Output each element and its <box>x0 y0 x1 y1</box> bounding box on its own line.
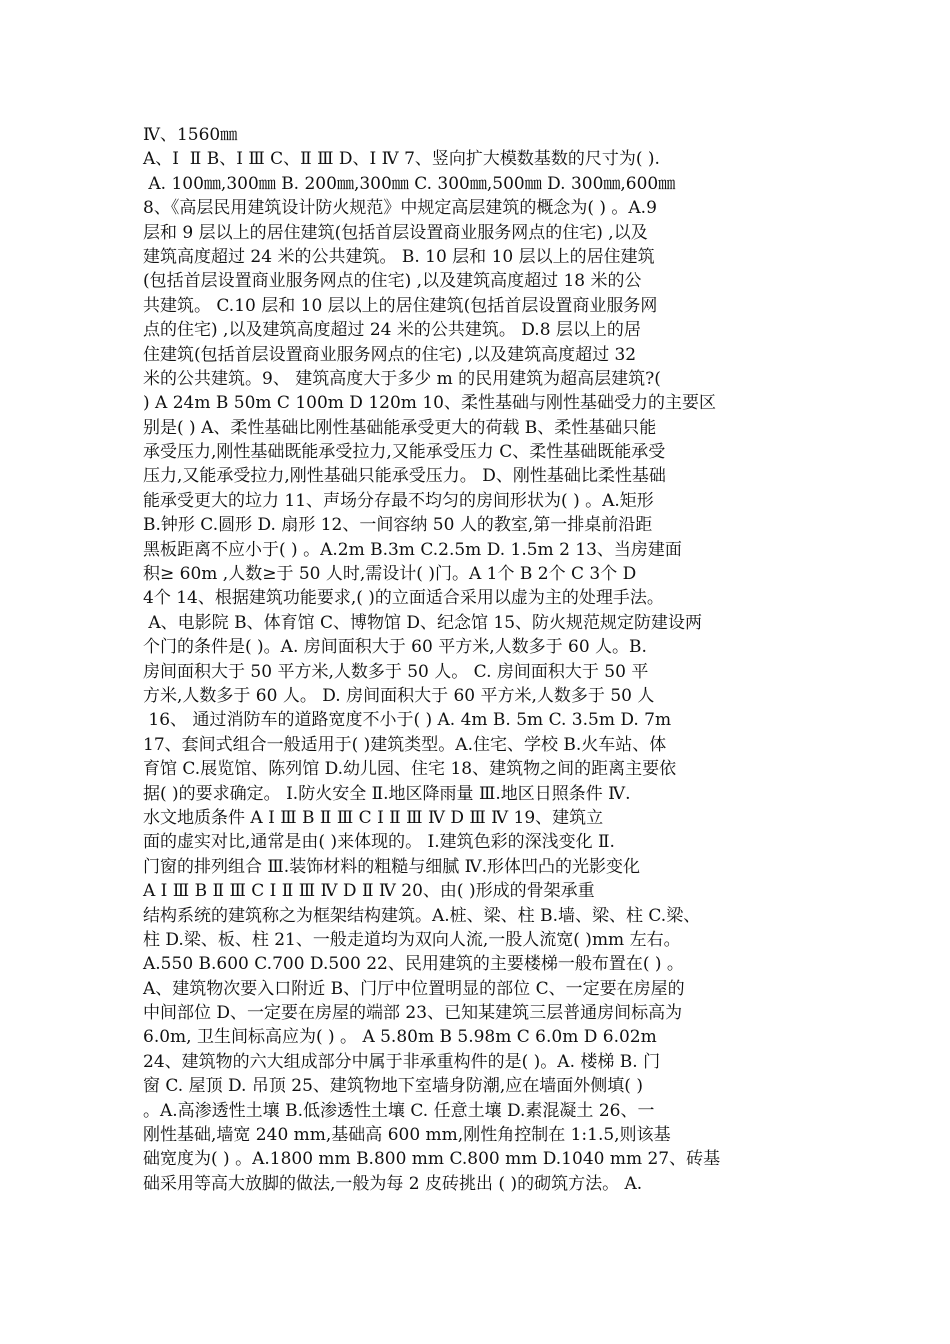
document-body-text <box>143 123 813 1196</box>
text-line: A.550 B.600 C.700 D.500 22、民用建筑的主要楼梯一般布置在( ) 。 <box>143 954 684 975</box>
text-line: 房间面积大于 50 平方米,人数多于 50 人。 C. 房间面积大于 50 平 <box>143 661 649 682</box>
text-line: 础宽度为( ) 。A.1800 mm B.800 mm C.800 mm D.1040 mm 27、砖基 <box>143 1149 721 1170</box>
text-line: 方米,人数多于 60 人。 D. 房间面积大于 60 平方米,人数多于 50 人 <box>143 685 655 706</box>
text-line: 米的公共建筑。9、 建筑高度大于多少 m 的民用建筑为超高层建筑?( <box>143 368 661 389</box>
text-line: 别是( ) A、柔性基础比刚性基础能承受更大的荷载 B、柔性基础只能 <box>143 417 657 438</box>
text-line: 刚性基础,墙宽 240 mm,基础高 600 mm,刚性角控制在 1:1.5,则该基 <box>143 1125 671 1146</box>
text-line: 面的虚实对比,通常是由( )来体现的。 Ⅰ.建筑色彩的深浅变化 Ⅱ. <box>143 832 615 853</box>
text-line: 6.0m, 卫生间标高应为( ) 。 A 5.80m B 5.98m C 6.0m D 6.02m <box>143 1027 657 1048</box>
text-line: A、电影院 B、体育馆 C、博物馆 D、纪念馆 15、防火规范规定防建设两 <box>143 612 703 633</box>
text-line: 中间部位 D、一定要在房屋的端部 23、已知某建筑三层普通房间标高为 <box>143 1003 683 1024</box>
text-line: 24、建筑物的六大组成部分中属于非承重构件的是( )。A. 楼梯 B. 门 <box>143 1051 661 1072</box>
text-line: 黑板距离不应小于( ) 。A.2m B.3m C.2.5m D. 1.5m 2 13、当房建面 <box>143 539 682 560</box>
text-line: 4个 14、根据建筑功能要求,( )的立面适合采用以虚为主的处理手法。 <box>143 588 664 609</box>
text-line: 点的住宅) ,以及建筑高度超过 24 米的公共建筑。 D.8 层以上的居 <box>143 320 641 341</box>
text-line: 能承受更大的垃力 11、声场分存最不均匀的房间形状为( ) 。A.矩形 <box>143 490 654 511</box>
text-line: 压力,又能承受拉力,刚性基础只能承受压力。 D、刚性基础比柔性基础 <box>143 466 666 487</box>
text-line: 共建筑。 C.10 层和 10 层以上的居住建筑(包括首层设置商业服务网 <box>143 295 658 316</box>
text-line: 柱 D.梁、板、柱 21、一般走道均为双向人流,一股人流宽( )mm 左右。 <box>143 929 681 950</box>
text-line: 门窗的排列组合 Ⅲ.装饰材料的粗糙与细腻 Ⅳ.形体凹凸的光影变化 <box>143 856 640 877</box>
text-line: 窗 C. 屋顶 D. 吊顶 25、建筑物地下室墙身防潮,应在墙面外侧填( ) <box>143 1076 643 1097</box>
text-line: 育馆 C.展览馆、陈列馆 D.幼儿园、住宅 18、建筑物之间的距离主要依 <box>143 759 677 780</box>
text-line: 个门的条件是( )。A. 房间面积大于 60 平方米,人数多于 60 人。B. <box>143 637 647 658</box>
text-line: 结构系统的建筑称之为框架结构建筑。A.桩、梁、柱 B.墙、梁、柱 C.梁、 <box>143 905 701 926</box>
text-line: B.钟形 C.圆形 D. 扇形 12、一间容纳 50 人的教室,第一排桌前沿距 <box>143 515 653 536</box>
text-line: 础采用等高大放脚的做法,一般为每 2 皮砖挑出 ( )的砌筑方法。 A. <box>143 1173 643 1194</box>
text-line: 17、套间式组合一般适用于( )建筑类型。A.住宅、学校 B.火车站、体 <box>143 734 667 755</box>
text-line: A Ⅰ Ⅲ B Ⅱ Ⅲ C Ⅰ Ⅱ Ⅲ Ⅳ D Ⅱ Ⅳ 20、由( )形成的骨架承重 <box>143 881 595 902</box>
text-line: 。A.高渗透性土壤 B.低渗透性土壤 C. 任意土壤 D.素混凝土 26、一 <box>143 1100 655 1121</box>
text-line: 水文地质条件 A Ⅰ Ⅲ B Ⅱ Ⅲ C Ⅰ Ⅱ Ⅲ Ⅳ D Ⅲ Ⅳ 19、建筑立 <box>143 807 604 828</box>
text-line: ) A 24m B 50m C 100m D 120m 10、柔性基础与刚性基础受力的主要区 <box>143 393 716 414</box>
text-line: 承受压力,刚性基础既能承受拉力,又能承受压力 C、柔性基础既能承受 <box>143 442 666 463</box>
text-line: A、建筑物次要入口附近 B、门厅中位置明显的部位 C、一定要在房屋的 <box>143 978 685 999</box>
text-line: 积≥ 60m ,人数≥于 50 人时,需设计( )门。A 1个 B 2个 C 3个 D <box>143 564 637 585</box>
text-line: 住建筑(包括首层设置商业服务网点的住宅) ,以及建筑高度超过 32 <box>143 344 637 365</box>
text-line: 据( )的要求确定。 Ⅰ.防火安全 Ⅱ.地区降雨量 Ⅲ.地区日照条件 Ⅳ. <box>143 783 631 804</box>
text-line: 层和 9 层以上的居住建筑(包括首层设置商业服务网点的住宅) ,以及 <box>143 222 648 243</box>
text-line: 16、 通过消防车的道路宽度不小于( ) A. 4m B. 5m C. 3.5m D. 7m <box>143 710 672 731</box>
text-line: 8、《高层民用建筑设计防火规范》中规定高层建筑的概念为( ) 。A.9 <box>143 198 657 219</box>
text-line: (包括首层设置商业服务网点的住宅) ,以及建筑高度超过 18 米的公 <box>143 271 642 292</box>
text-line: A. 100㎜,300㎜ B. 200㎜,300㎜ C. 300㎜,500㎜ D. 300㎜,600㎜ <box>143 173 676 194</box>
text-line: Ⅳ、1560㎜ <box>143 125 238 145</box>
text-line: A、Ⅰ Ⅱ B、Ⅰ Ⅲ C、Ⅱ Ⅲ D、Ⅰ Ⅳ 7、竖向扩大模数基数的尺寸为( ). <box>143 149 660 170</box>
text-line: 建筑高度超过 24 米的公共建筑。 B. 10 层和 10 层以上的居住建筑 <box>143 246 655 267</box>
